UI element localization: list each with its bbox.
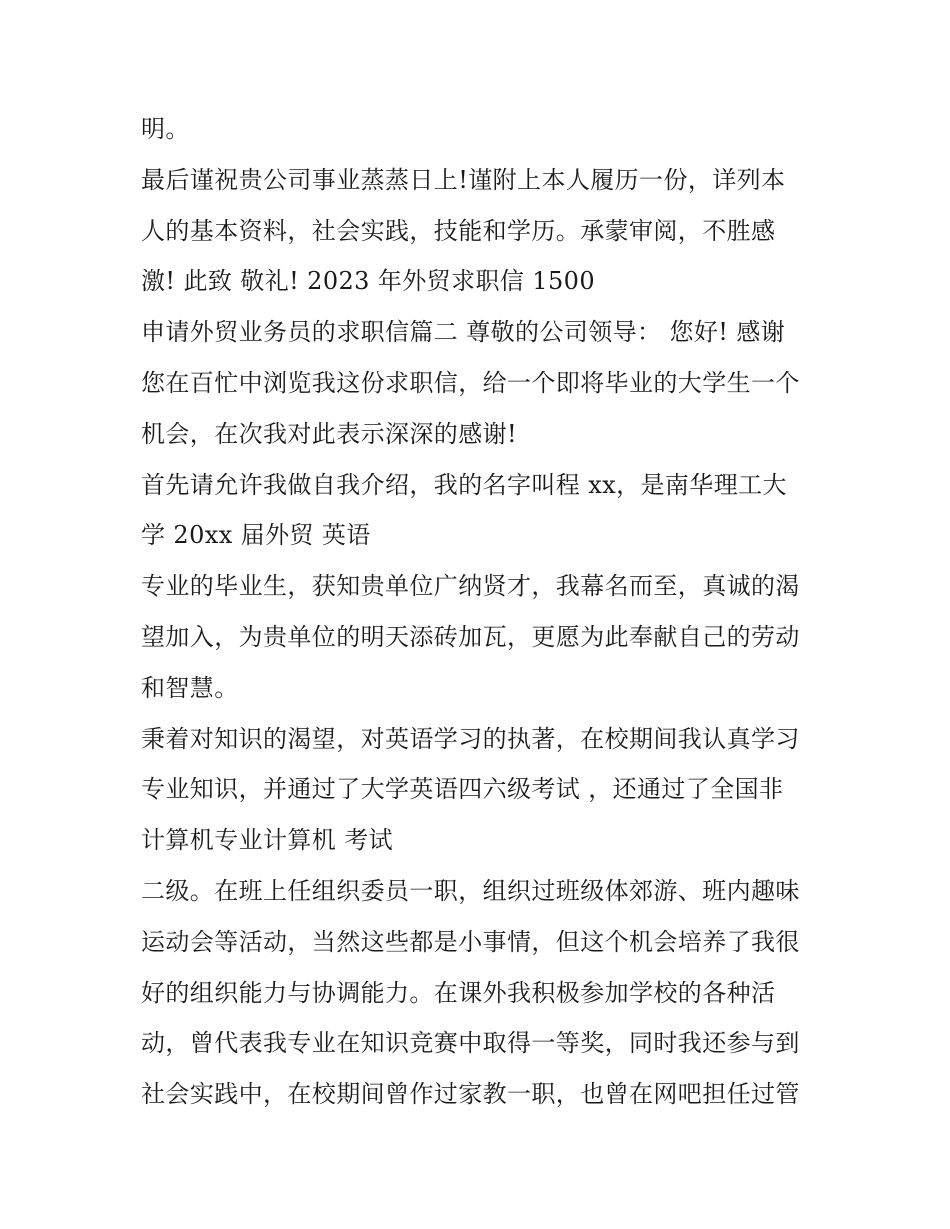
text-line: 和智慧。: [141, 673, 239, 702]
text-line: 动，曾代表我专业在知识竞赛中取得一等奖，同时我还参与到: [141, 1029, 800, 1058]
body-text: [141, 104, 821, 1120]
text-line: 机会，在次我对此表示深深的感谢!: [141, 419, 518, 448]
text-line: 运动会等活动，当然这些都是小事情，但这个机会培养了我很: [141, 927, 800, 956]
text-line: 专业知识，并通过了大学英语四六级考试 ，还通过了全国非: [141, 775, 784, 804]
text-line: 最后谨祝贵公司事业蒸蒸日上!谨附上本人履历一份，详列本: [141, 165, 786, 194]
text-line: 申请外贸业务员的求职信篇二 尊敬的公司领导： 您好! 感谢: [141, 318, 786, 347]
text-line: 激! 此致 敬礼! 2023 年外贸求职信 1500: [141, 267, 595, 296]
text-line: 二级。在班上任组织委员一职，组织过班级体郊游、班内趣味: [141, 876, 800, 905]
text-line: 秉着对知识的渴望，对英语学习的执著，在校期间我认真学习: [141, 724, 800, 753]
text-line: 明。: [141, 115, 190, 143]
text-line: 专业的毕业生，获知贵单位广纳贤才，我幕名而至，真诚的渴: [141, 572, 800, 601]
text-line: 您在百忙中浏览我这份求职信，给一个即将毕业的大学生一个: [141, 368, 800, 397]
text-line: 学 20xx 届外贸 英语: [141, 521, 371, 550]
text-line: 计算机专业计算机 考试: [141, 826, 394, 855]
text-line: 人的基本资料，社会实践，技能和学历。承蒙审阅，不胜感: [141, 216, 776, 245]
text-line: 好的组织能力与协调能力。在课外我积极参加学校的各种活: [141, 978, 776, 1007]
text-line: 望加入，为贵单位的明天添砖加瓦，更愿为此奉献自己的劳动: [141, 622, 800, 651]
text-line: 首先请允许我做自我介绍，我的名字叫程 xx，是南华理工大: [141, 470, 787, 499]
text-line: 社会实践中，在校期间曾作过家教一职，也曾在网吧担任过管: [141, 1080, 800, 1109]
